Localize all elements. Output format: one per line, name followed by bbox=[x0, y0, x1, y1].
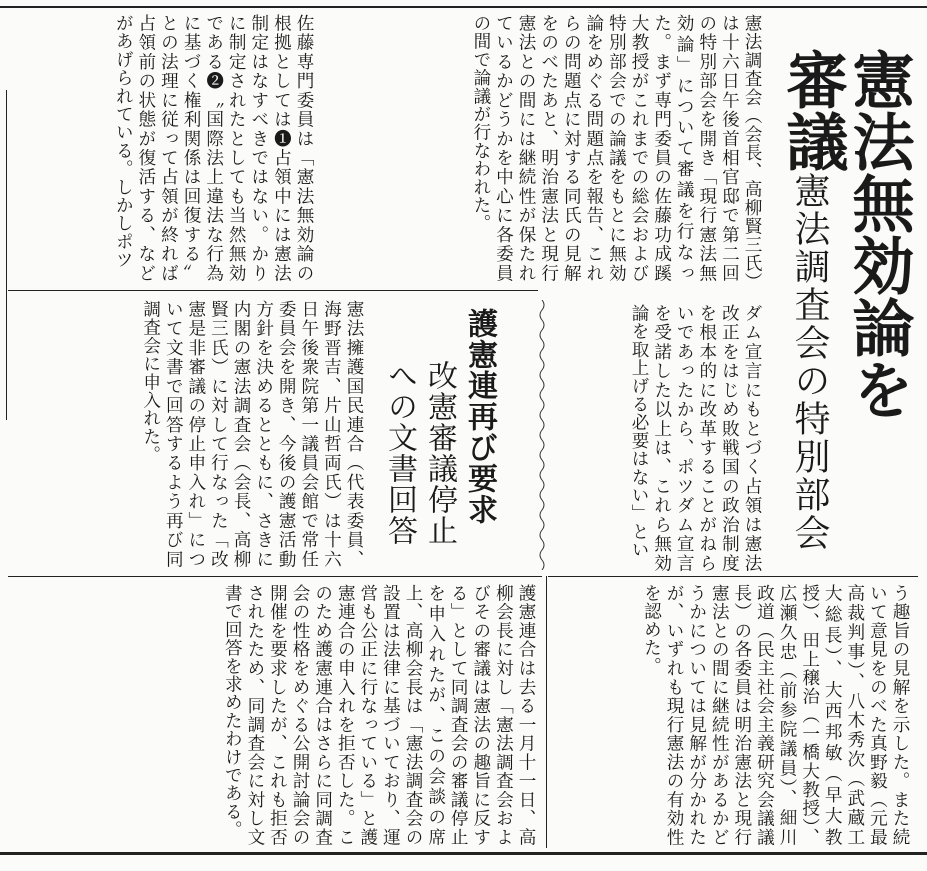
lower-vertical-rule bbox=[546, 576, 547, 848]
lead-article-continuation: 佐藤専門委員は「憲法無効論の根拠としては❶占領中には憲法制定はなすべきではない。かりに制定されたとしても当然無効である❷〝国際法上違法な行為に基づく権利関係は回復する〟との法理に従って占領が終れば占領前の状態が復活する、などがあげられている。しかしポツ bbox=[113, 14, 314, 282]
upper-divider-left bbox=[8, 290, 538, 291]
left-edge-rule bbox=[6, 90, 7, 420]
top-rule bbox=[0, 6, 927, 8]
box-article-body-2: 護憲連合は去る一月十一日、高柳会長に対し「憲法調査会およびその審議は憲法の趣旨に反する」として同調査会の審議停止を申入れたが、この会談の席上、高柳会長は「憲法調査会の設置は法律に基づいており、運営も公正に行なっている」と護憲連合の申入れを拒否した。このため護憲連合はさらに同調査会の性格をめぐる公開討論会の開催を要求したが、これも拒否されたため、同調査会に対し文書で回答を求めたわけである。 bbox=[222, 584, 536, 846]
lead-article-continuation-2: ダム宣言にもとづく占領は憲法改正をはじめ敗戦国の政治制度を根本的に改革することがねらいであったから、ポツダム宣言を受諾した以上は、これら無効論を取上げる必要はない」とい bbox=[629, 304, 762, 572]
headline-subtitle: 憲法調査会の特別部会 bbox=[789, 172, 830, 552]
lead-article-body: 憲法調査会（会長、高柳賢三氏）は十六日午後首相官邸で第二回の特別部会を開き「現行憲法無効論」について審議を行なった。まず専門委員の佐藤功成蹊大教授がこれまでの総会および特別部会での論議をもとに無効論をめぐる問題点を報告、これらの問題点に対する同氏の見解をのべたあと、明治憲法と現行憲法との間には継続性が保たれているかどうかを中心に各委員の間で論議が行なわれた。 bbox=[470, 14, 762, 282]
headline-title: 憲法無効論を審議 bbox=[776, 48, 915, 420]
lower-divider bbox=[8, 576, 542, 577]
box-article-body-1: 憲法擁護国民連合（代表委員、海野晋吉、片山哲両氏）は十六日午後衆院第一議員会館で常任委員会を開き、今後の護憲活動方針を決めるとともに、さきに内閣の憲法調査会（会長、高柳賢三氏）に対して行なった「改憲是非審議の停止申入れ」について文書で回答するよう再び同調査会に申入れた。 bbox=[140, 300, 364, 568]
lead-article-continuation-3: う趣旨の見解を示した。また続いて意見をのべた真野毅（元最高裁判事）、八木秀次（武蔵工大総長）、大西邦敏（早大教授）、田上穣治（一橋大教授）、広瀬久忠（前参院議員）、細川政道（民主社会主義研究会議議長）の各委員は明治憲法と現行憲法との間に継続性があるかどうかについては見解が分かれたが、いずれも現行憲法の有効性を認めた。 bbox=[641, 584, 910, 846]
box-headline-sub1: 改憲審議停止 bbox=[422, 360, 457, 546]
lower-divider-right bbox=[548, 576, 918, 577]
wavy-separator bbox=[536, 300, 548, 570]
box-headline-main: 護憲連再び要求 bbox=[462, 308, 497, 525]
bottom-rule bbox=[0, 852, 927, 855]
box-headline-sub2: への文書回答 bbox=[382, 360, 417, 546]
